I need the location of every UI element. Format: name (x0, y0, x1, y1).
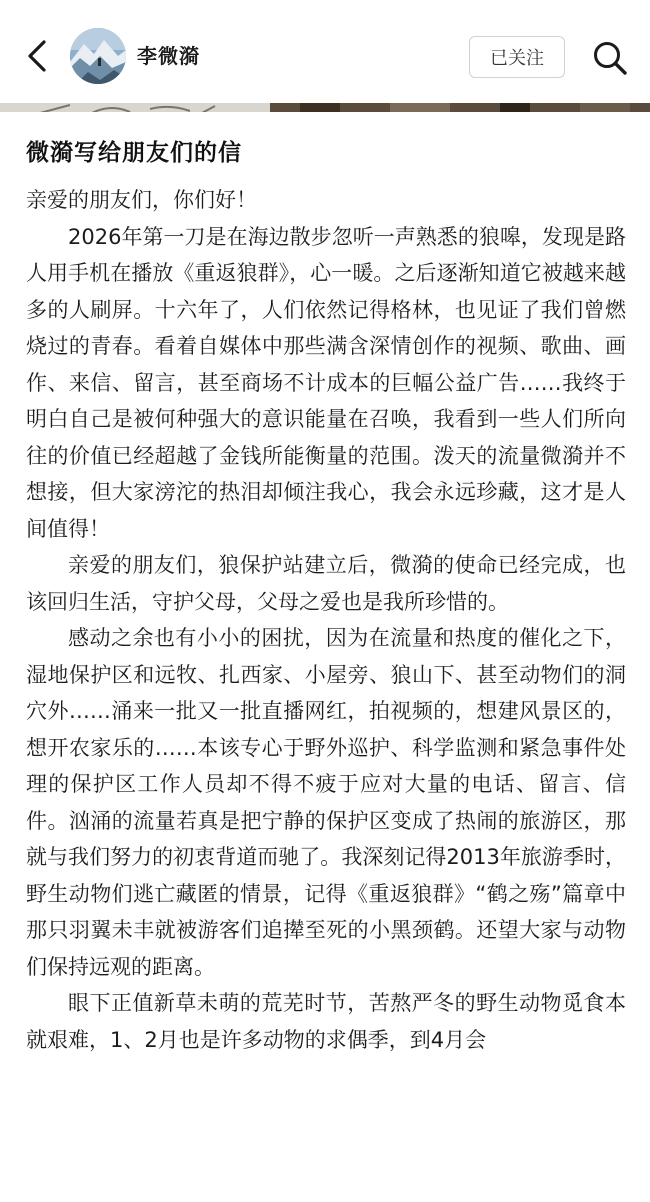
paragraph: 亲爱的朋友们，狼保护站建立后，微漪的使命已经完成，也该回归生活，守护父母，父母之爱也是我所珍惜的。 (26, 553, 626, 614)
search-icon[interactable] (590, 38, 630, 78)
paragraph: 2026年第一刀是在海边散步忽听一声熟悉的狼嗥，发现是路人用手机在播放《重返狼群》，心一暖。之后逐渐知道它被越来越多的人刷屏。十六年了，人们依然记得格林，也见证了我们曾燃烧过的青春。看着自媒体中那些满含深情创作的视频、歌曲、画作、来信、留言，甚至商场不计成本的巨幅公益广告……我终于明白自己是被何种强大的意识能量在召唤，我看到一些人们所向往的价值已经超越了金钱所能衡量的范围。泼天的流量微漪并不想接，但大家滂沱的热泪却倾注我心，我会永远珍藏，这才是人间值得！ (26, 224, 626, 541)
avatar[interactable] (70, 28, 126, 84)
article-body (26, 182, 626, 1058)
article-title: 微漪写给朋友们的信 (26, 140, 242, 166)
article-content (0, 112, 650, 1202)
account-name[interactable]: 李微漪 (137, 44, 200, 68)
top-navigation-bar (0, 0, 650, 100)
cover-image-strip (0, 100, 650, 112)
back-arrow-icon[interactable] (20, 38, 56, 74)
greeting-paragraph: 亲爱的朋友们，你们好！ (26, 188, 257, 212)
follow-button[interactable]: 已关注 (469, 36, 565, 78)
paragraph: 眼下正值新草未萌的荒芜时节，苦熬严冬的野生动物觅食本就艰难，1、2月也是许多动物的求偶季，到4月会 (26, 991, 626, 1052)
paragraph: 感动之余也有小小的困扰，因为在流量和热度的催化之下，湿地保护区和远牧、扎西家、小屋旁、狼山下、甚至动物们的洞穴外……涌来一批又一批直播网红，拍视频的，想建风景区的，想开农家乐的……本该专心于野外巡护、科学监测和紧急事件处理的保护区工作人员却不得不疲于应对大量的电话、留言、信件。汹涌的流量若真是把宁静的保护区变成了热闹的旅游区，那就与我们努力的初衷背道而驰了。我深刻记得2013年旅游季时，野生动物们逃亡藏匿的情景，记得《重返狼群》“鹤之殇”篇章中那只羽翼未丰就被游客们追撵至死的小黑颈鹤。还望大家与动物们保持远观的距离。 (26, 626, 626, 979)
